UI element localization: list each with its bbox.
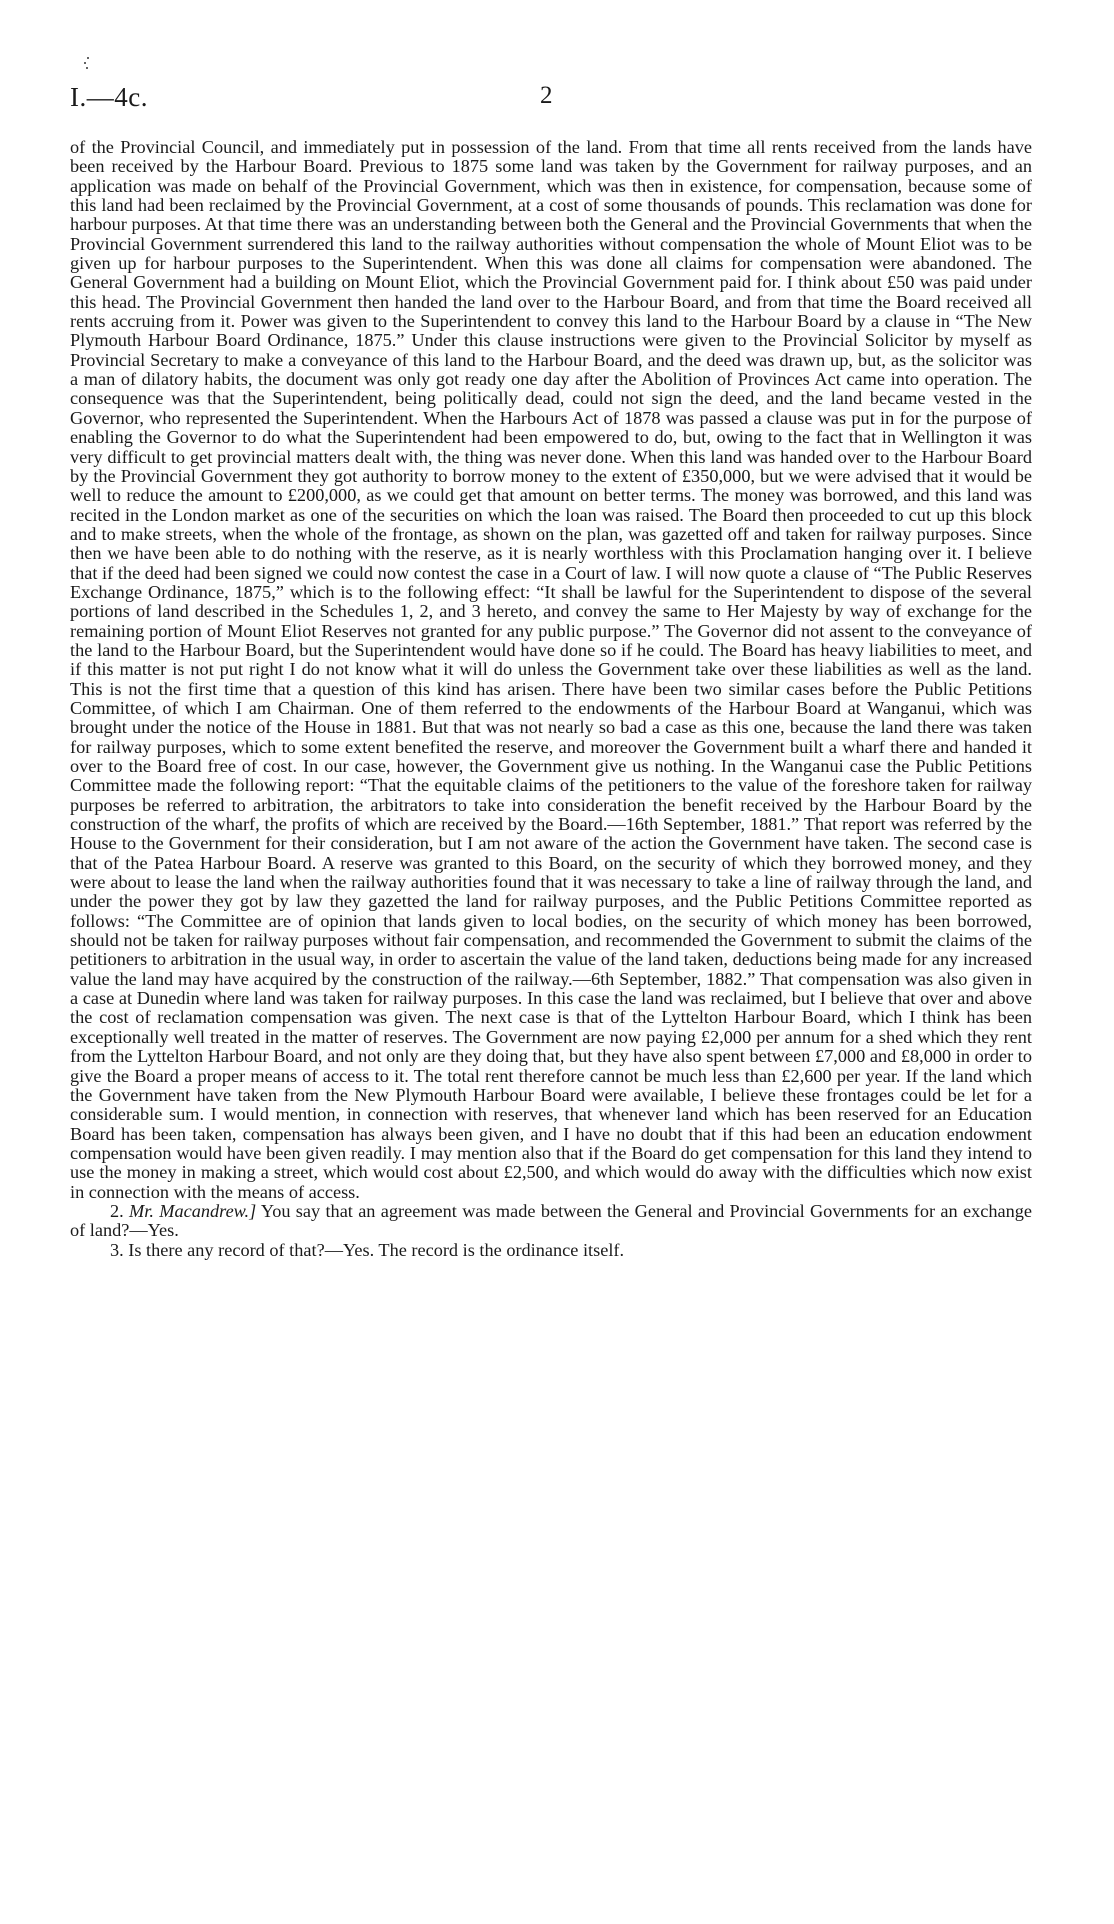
question-2-speaker: Mr. Macandrew.] xyxy=(129,1200,257,1221)
testimony-paragraph: of the Provincial Council, and immediately put in possession of the land. From that time all rents received from the lands have been received by the Harbour Board. Previous to 1875 some land was taken by the Government for railway purposes, and an application was made on behalf of the Provincial Government, which was then in existence, for compensation, because some of this land had been reclaimed by the Provincial Government, at a cost of some thousands of pounds. This reclamation was done for harbour purposes. At that time there was an understanding between both the General and the Provincial Governments that when the Provincial Government surrendered this land to the railway authorities without compensation the whole of Mount Eliot was to be given up for harbour purposes to the Superintendent. When this was done all claims for compensation were abandoned. The General Government had a building on Mount Eliot, which the Provincial Government paid for. I think about £50 was paid under this head. The Provincial Government then handed the land over to the Harbour Board, and from that time the Board received all rents accruing from it. Power was given to the Superintendent to convey this land to the Harbour Board by a clause in “The New Plymouth Harbour Board Ordinance, 1875.” Under this clause instructions were given to the Provincial Solicitor by myself as Provincial Secretary to make a conveyance of this land to the Harbour Board, and the deed was drawn up, but, as the solicitor was a man of dilatory habits, the document was only got ready one day after the Abolition of Provinces Act came into operation. The consequence was that the Superintendent, being politically dead, could not sign the deed, and the land became vested in the Governor, who represented the Superintendent. When the Harbours Act of 1878 was passed a clause was put in for the purpose of enabling the Governor to do what the Superintendent had been empowered to do, but, owing to the fact that in Wellington it was very difficult to get provincial matters dealt with, the thing was never done. When this land was handed over to the Harbour Board by the Provincial Government they got authority to borrow money to the extent of £350,000, but we were advised that it would be well to reduce the amount to £200,000, as we could get that amount on better terms. The money was borrowed, and this land was recited in the London market as one of the securities on which the loan was raised. The Board then proceeded to cut up this block and to make streets, when the whole of the frontage, as shown on the plan, was gazetted off and taken for railway purposes. Since then we have been able to do nothing with the reserve, as it is nearly worthless with this Proclamation hanging over it. I believe that if the deed had been signed we could now contest the case in a Court of law. I will now quote a clause of “The Public Reserves Exchange Ordinance, 1875,” which is to the following effect: “It shall be lawful for the Superintendent to dispose of the several portions of land described in the Schedules 1, 2, and 3 hereto, and convey the same to Her Majesty by way of exchange for the remaining portion of Mount Eliot Reserves not granted for any public purpose.” The Governor did not assent to the conveyance of the land to the Harbour Board, but the Superintendent would have done so if he could. The Board has heavy liabilities to meet, and if this matter is not put right I do not know what it will do unless the Government take over these liabilities as well as the land. This is not the first time that a question of this kind has arisen. There have been two similar cases before the Public Petitions Committee, of which I am Chairman. One of them referred to the endowments of the Harbour Board at Wanganui, which was brought under the notice of the House in 1881. But that was not nearly so bad a case as this one, because the land there was taken for railway purposes, which to some extent benefited the reserve, and moreover the Government built a wharf there and handed it over to the Board free of cost. In our case, however, the Government give us nothing. In the Wanganui case the Public Petitions Committee made the following report: “That the equitable claims of the petitioners to the value of the foreshore taken for railway purposes be referred to arbitration, the arbitrators to take into consideration the benefit received by the Harbour Board by the construction of the wharf, the profits of which are received by the Board.—16th September, 1881.” That report was referred by the House to the Government for their consideration, but I am not aware of the action the Government have taken. The second case is that of the Patea Harbour Board. A reserve was granted to this Board, on the security of which they borrowed money, and they were about to lease the land when the railway authorities found that it was necessary to take a line of railway through the land, and under the power they got by law they gazetted the land for railway purposes, and the Public Petitions Committee reported as follows: “The Committee are of opinion that lands given to local bodies, on the security of which money has been borrowed, should not be taken for railway purposes without fair compensation, and recommended the Government to submit the claims of the petitioners to arbitration in the usual way, in order to ascertain the value of the land taken, deductions being made for any increased value the land may have acquired by the construction of the railway.—6th September, 1882.” That compensation was also given in a case at Dunedin where land was taken for railway purposes. In this case the land was reclaimed, but I believe that over and above the cost of reclamation compensation was given. The next case is that of the Lyttelton Harbour Board, which I think has been exceptionally well treated in the matter of reserves. The Government are now paying £2,000 per annum for a shed which they rent from the Lyttelton Harbour Board, and not only are they doing that, but they have also spent between £7,000 and £8,000 in order to give the Board a proper means of access to it. The total rent therefore cannot be much less than £2,600 per year. If the land which the Government have taken from the New Plymouth Harbour Board were available, I believe these frontages could be let for a considerable sum. I would mention, in connection with reserves, that whenever land which has been reserved for an Education Board has been taken, compensation has always been given, and I have no doubt that if this had been an education endowment compensation would have been given readily. I may mention also that if the Board do get compensation for this land they intend to use the money in making a street, which would cost about £2,500, and which would do away with the difficulties which now exist in connection with the means of access. xyxy=(70,137,1032,1202)
question-2 xyxy=(70,1202,1032,1241)
question-3: 3. Is there any record of that?—Yes. The record is the ordinance itself. xyxy=(110,1239,625,1260)
body-text xyxy=(70,138,1032,1260)
page-header xyxy=(70,82,1000,122)
question-2-text: You say that an agreement was made between the General and Provincial Governments for an exchange of land?—Yes. xyxy=(70,1200,1032,1241)
stray-ink-mark xyxy=(82,56,92,70)
question-2-number: 2. xyxy=(110,1200,124,1221)
page-number: 2 xyxy=(540,82,553,109)
document-reference: I.—4c. xyxy=(70,82,148,112)
